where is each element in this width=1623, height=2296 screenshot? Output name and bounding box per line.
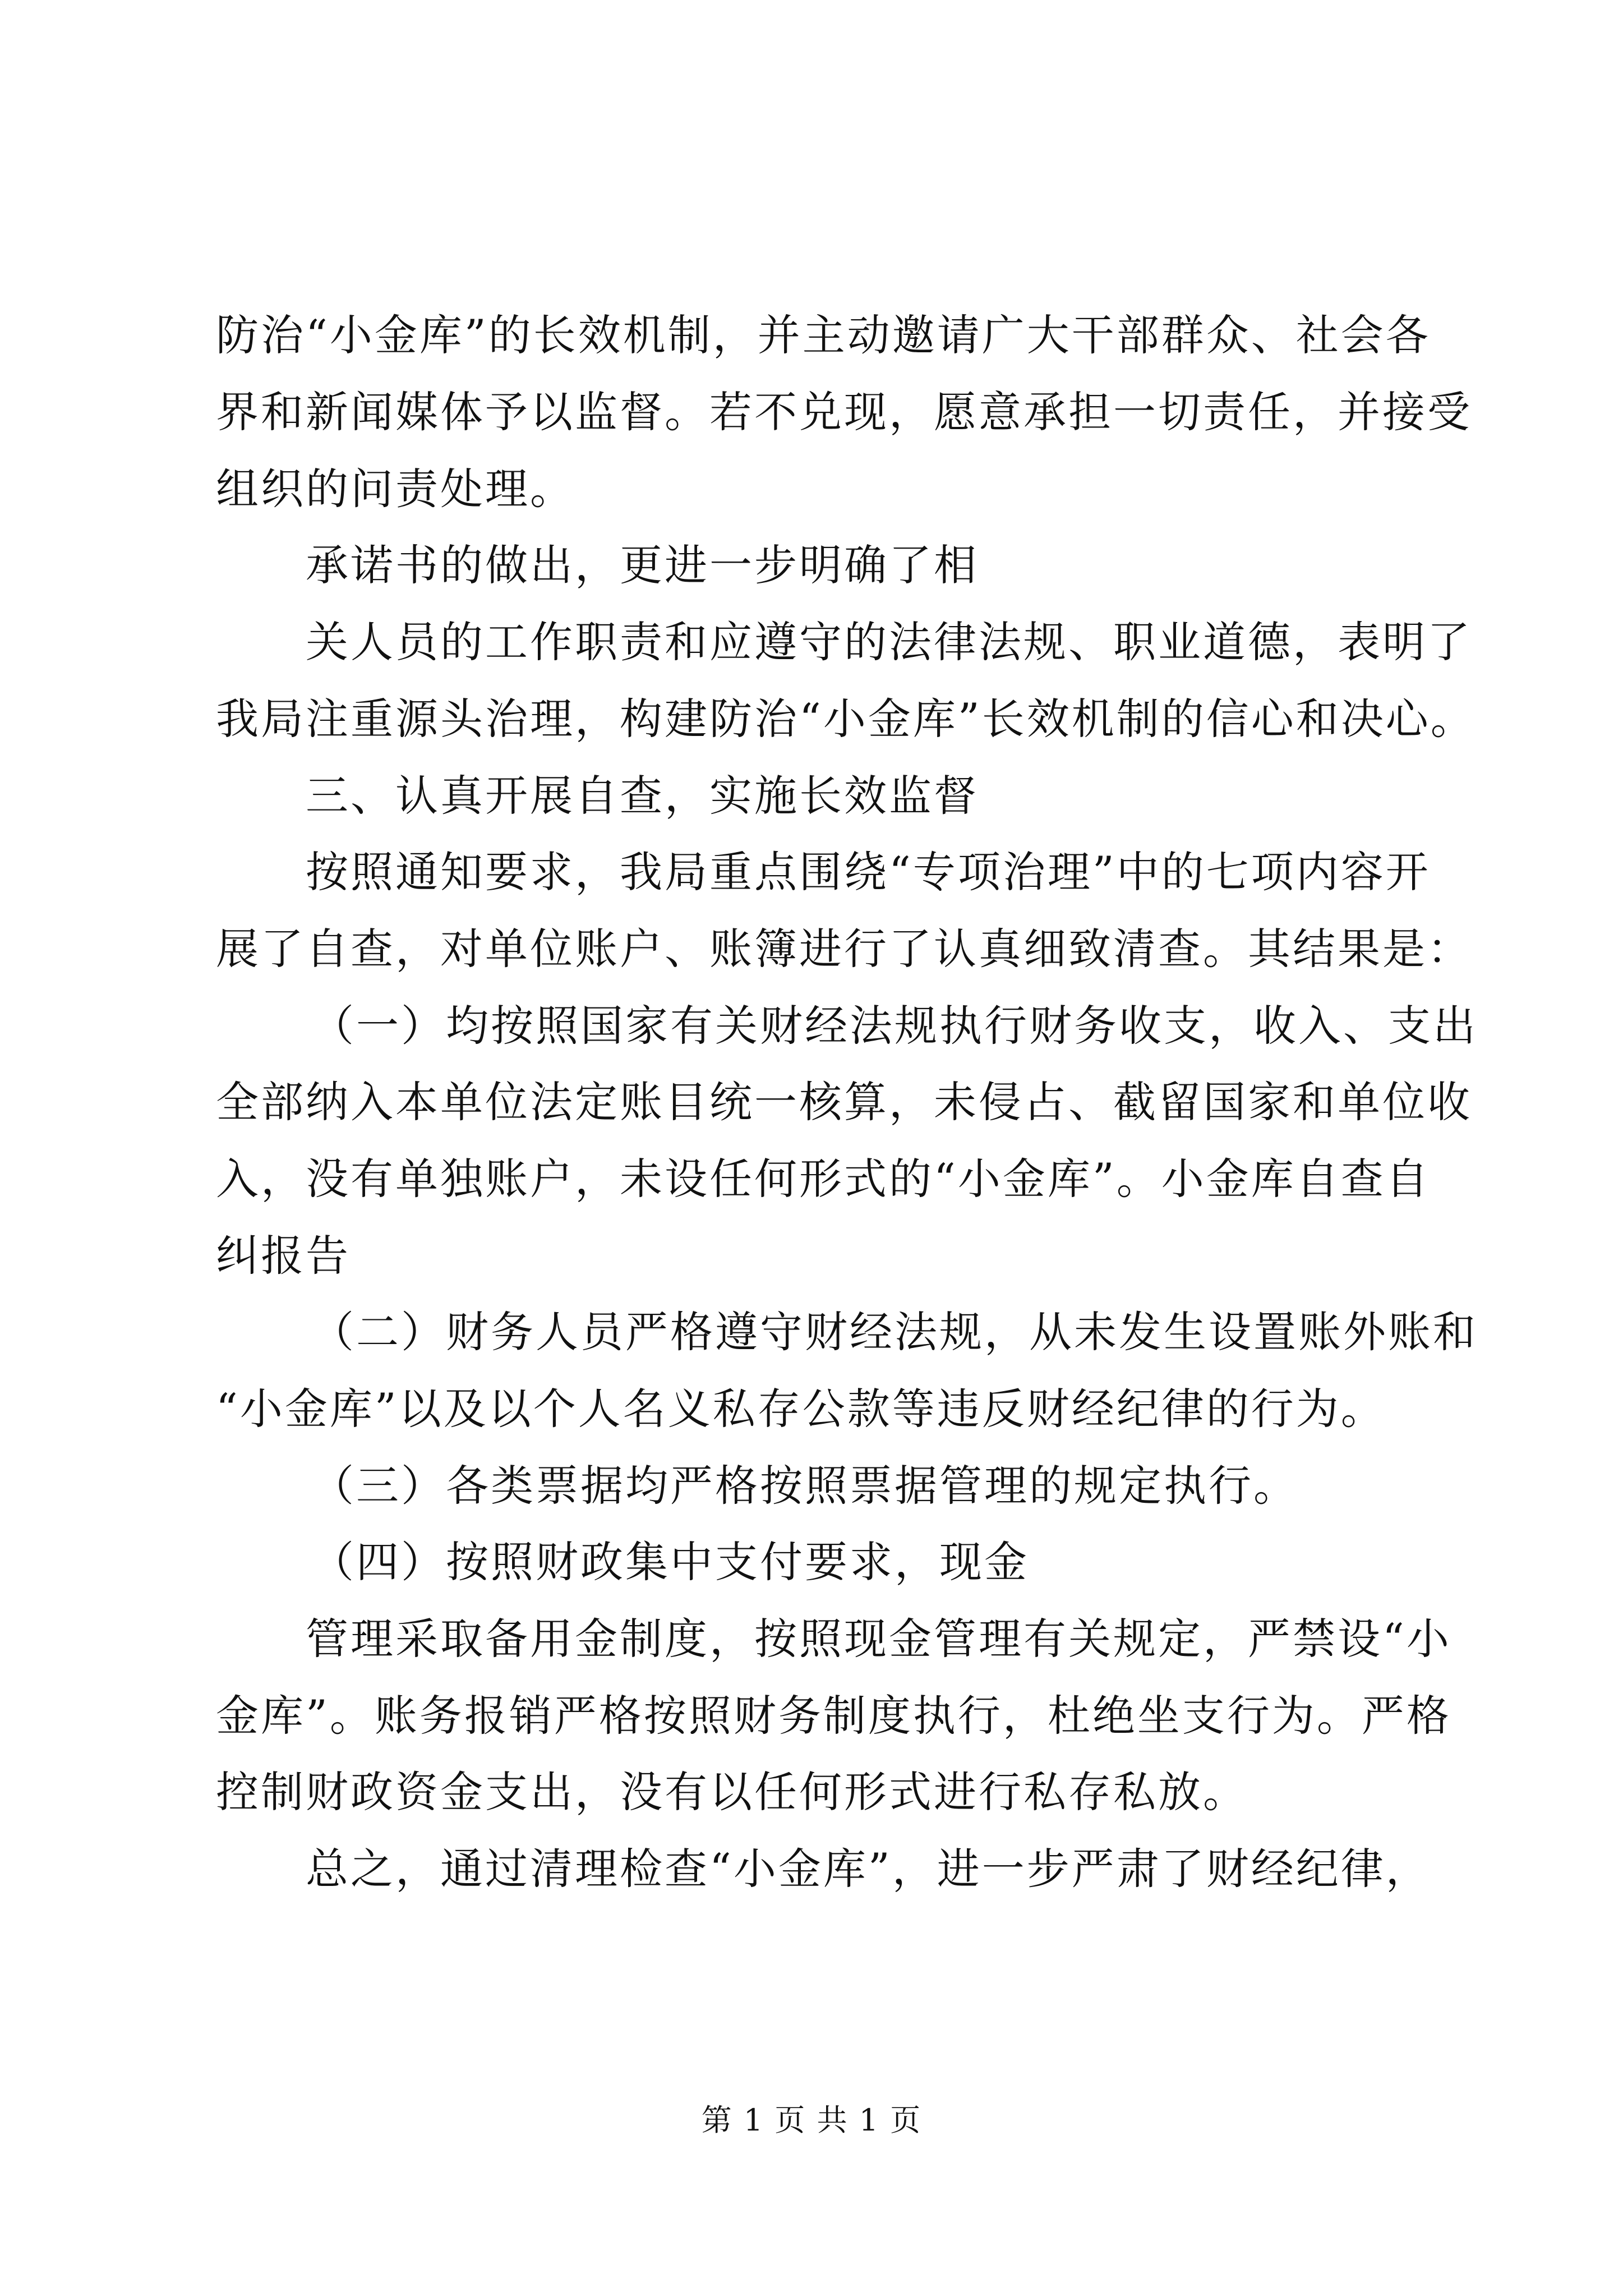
body-text-line: 控制财政资金支出，没有以任何形式进行私存私放。 (216, 1767, 1248, 1817)
body-text-line: 入，没有单独账户，未设任何形式的“小金库”。小金库自查自 (216, 1154, 1431, 1204)
page-footer: 第 1 页 共 1 页 (701, 2102, 922, 2138)
body-text-line: “小金库”以及以个人名义私存公款等违反财经纪律的行为。 (216, 1384, 1386, 1434)
body-text-line: 纠报告 (216, 1231, 351, 1281)
body-text-line: 界和新闻媒体予以监督。若不兑现，愿意承担一切责任，并接受 (216, 387, 1472, 437)
section-heading: 三、认真开展自查，实施长效监督 (306, 771, 979, 821)
body-text-line: 防治“小金库”的长效机制，并主动邀请广大干部群众、社会各 (216, 310, 1431, 360)
body-text-line: 金库”。账务报销严格按照财务制度执行，杜绝坐支行为。严格 (216, 1691, 1451, 1741)
body-text-line: 按照通知要求，我局重点围绕“专项治理”中的七项内容开 (306, 847, 1431, 897)
body-text-line: 承诺书的做出，更进一步明确了相 (306, 540, 979, 590)
body-text-line: 组织的问责处理。 (216, 464, 575, 514)
list-item-line: （一）均按照国家有关财经法规执行财务收支，收入、支出 (311, 1001, 1478, 1051)
body-text-line: 管理采取备用金制度，按照现金管理有关规定，严禁设“小 (306, 1614, 1451, 1664)
list-item-line: （二）财务人员严格遵守财经法规，从未发生设置账外账和 (311, 1307, 1478, 1357)
list-item-line: （四）按照财政集中支付要求，现金 (311, 1537, 1029, 1587)
body-text-line: 我局注重源头治理，构建防治“小金库”长效机制的信心和决心。 (216, 694, 1476, 744)
body-text-line: 总之，通过清理检查“小金库”，进一步严肃了财经纪律， (306, 1844, 1431, 1894)
body-text-line: 展了自查，对单位账户、账簿进行了认真细致清查。其结果是： (216, 924, 1472, 974)
list-item-line: （三）各类票据均严格按照票据管理的规定执行。 (311, 1461, 1298, 1511)
body-text-line: 全部纳入本单位法定账目统一核算，未侵占、截留国家和单位收 (216, 1077, 1472, 1127)
body-text-line: 关人员的工作职责和应遵守的法律法规、职业道德，表明了 (306, 617, 1472, 667)
